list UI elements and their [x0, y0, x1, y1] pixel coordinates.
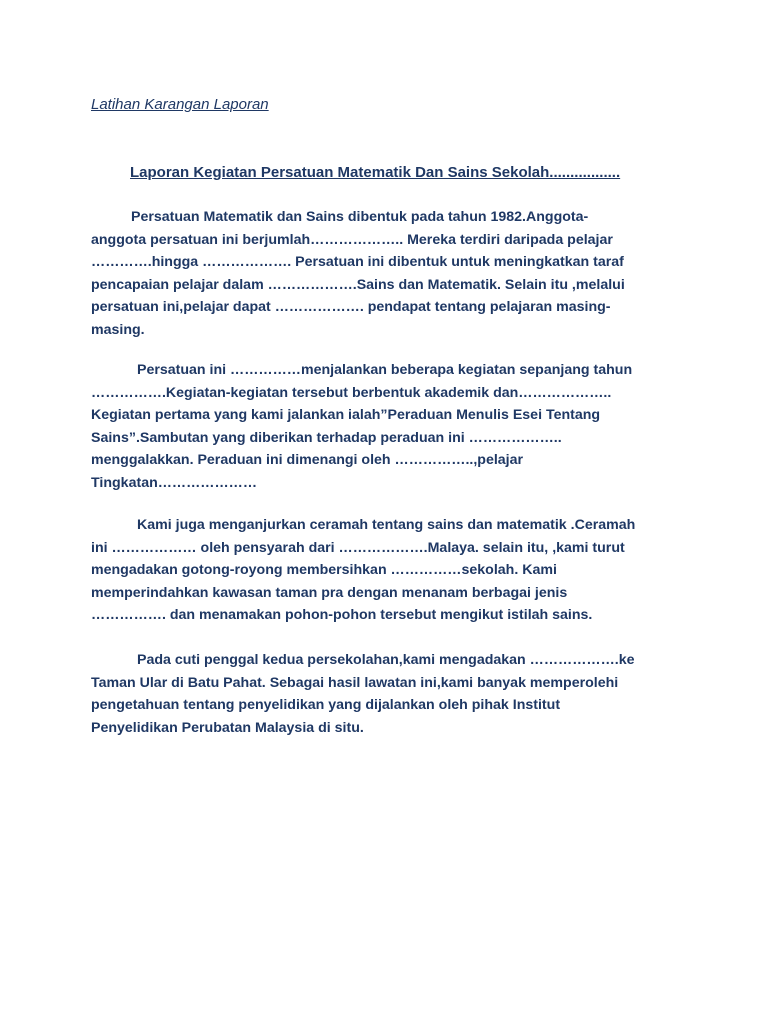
paragraph-line: persatuan ini,pelajar dapat ………………. pendapat tentang pelajaran masing- [91, 299, 611, 316]
paragraph-line: Sains”.Sambutan yang diberikan terhadap peraduan ini ……………….. [91, 429, 562, 446]
paragraph-line: Persatuan Matematik dan Sains dibentuk pada tahun 1982.Anggota- [131, 209, 589, 225]
paragraph-line: …………….Kegiatan-kegiatan tersebut berbentuk akademik dan……………….. [91, 384, 612, 401]
paragraph-line: Pada cuti penggal kedua persekolahan,kami mengadakan ……………….ke [137, 652, 635, 668]
paragraph-line: Kami juga menganjurkan ceramah tentang sains dan matematik .Ceramah [137, 517, 636, 533]
paragraph-line: Taman Ular di Batu Pahat. Sebagai hasil lawatan ini,kami banyak memperolehi [91, 674, 619, 691]
paragraph-line: masing. [91, 321, 145, 338]
paragraph-line: Persatuan ini ……………menjalankan beberapa kegiatan sepanjang tahun [137, 362, 633, 378]
paragraph-line: ………….hingga ………………. Persatuan ini dibentuk untuk meningkatkan taraf [91, 254, 624, 271]
document-heading: Latihan Karangan Laporan [91, 96, 269, 113]
paragraph-2 [91, 359, 691, 495]
paragraph-line: Kegiatan pertama yang kami jalankan ialah”Peraduan Menulis Esei Tentang [91, 407, 601, 424]
paragraph-line: mengadakan gotong-royong membersihkan ……………sekolah. Kami [91, 562, 557, 579]
paragraph-line: pengetahuan tentang penyelidikan yang dijalankan oleh pihak Institut [91, 697, 561, 714]
paragraph-3 [91, 514, 691, 627]
paragraph-1 [91, 206, 691, 342]
paragraph-line: Tingkatan………………… [91, 474, 258, 491]
paragraph-line: pencapaian pelajar dalam ……………….Sains dan Matematik. Selain itu ,melalui [91, 276, 625, 293]
paragraph-line: anggota persatuan ini berjumlah……………….. Mereka terdiri daripada pelajar [91, 231, 613, 248]
paragraph-line: ini ……………… oleh pensyarah dari ……………….Malaya. selain itu, ,kami turut [91, 539, 625, 556]
paragraph-line: memperindahkan kawasan taman pra dengan menanam berbagai jenis [91, 584, 568, 601]
report-title: Laporan Kegiatan Persatuan Matematik Dan Sains Sekolah................. [130, 164, 621, 181]
paragraph-line: Penyelidikan Perubatan Malaysia di situ. [91, 719, 364, 736]
paragraph-line: ……………. dan menamakan pohon-pohon tersebut mengikut istilah sains. [91, 607, 593, 624]
paragraph-4 [91, 649, 691, 739]
paragraph-line: menggalakkan. Peraduan ini dimenangi oleh ……………..,pelajar [91, 452, 524, 469]
